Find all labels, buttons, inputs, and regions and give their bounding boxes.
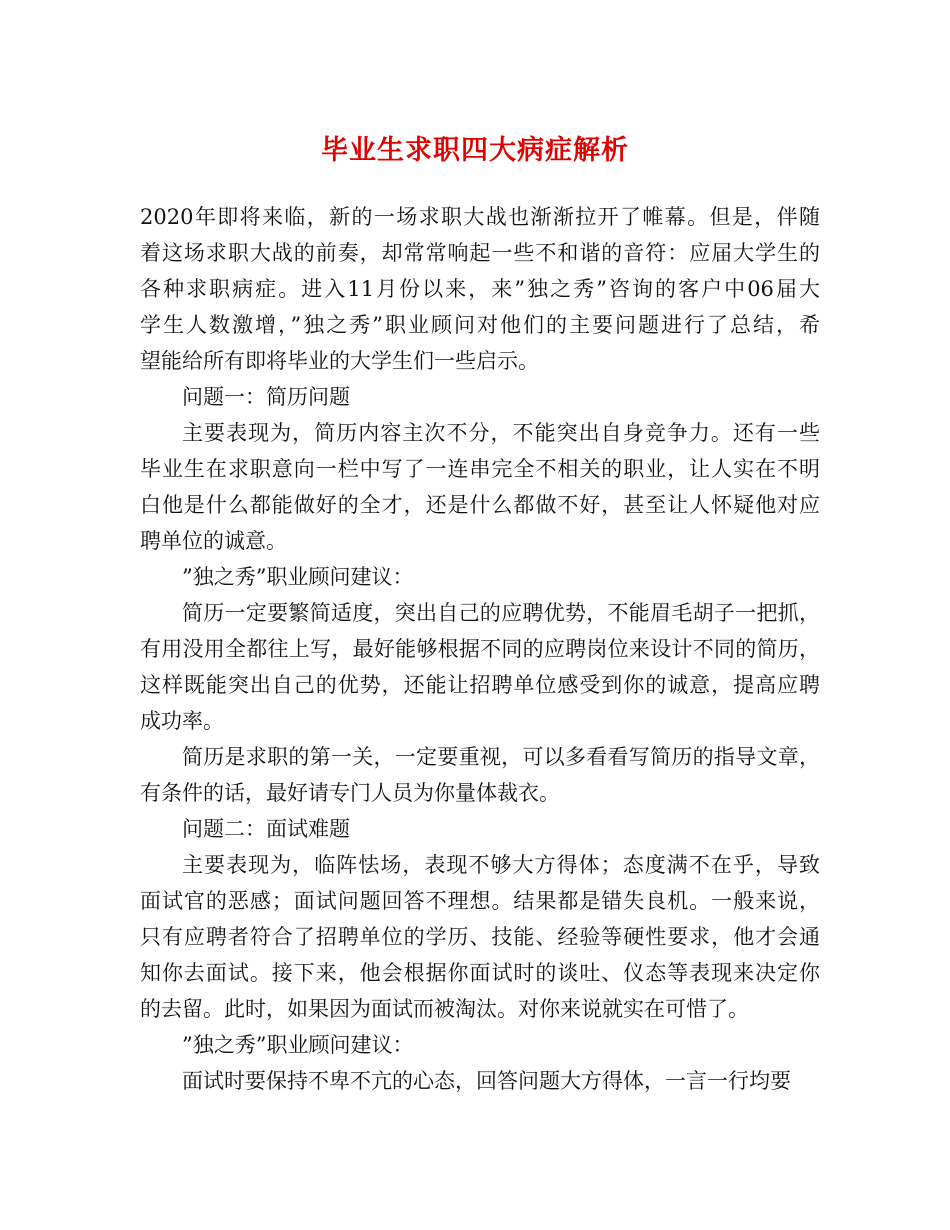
text-line: 只有应聘者符合了招聘单位的学历、技能、经验等硬性要求，他才会通 (140, 925, 820, 949)
text-line: 望能给所有即将毕业的大学生们一些启示。 (140, 349, 539, 373)
text-line: 知你去面试。接下来，他会根据你面试时的谈吐、仪态等表现来决定你 (140, 961, 820, 985)
document-title: 毕业生求职四大病症解析 (321, 135, 629, 166)
paragraph (140, 739, 820, 811)
text-line: 有条件的话，最好请专门人员为你量体裁衣。 (140, 781, 560, 805)
text-line: 这样既能突出自己的优势，还能让招聘单位感受到你的诚意，提高应聘 (140, 673, 820, 697)
text-line: 问题一：简历问题 (182, 385, 350, 409)
text-line: 主要表现为，简历内容主次不分，不能突出自身竞争力。还有一些 (182, 421, 820, 445)
text-line: 学生人数激增，”独之秀”职业顾问对他们的主要问题进行了总结，希 (140, 313, 820, 337)
text-line: 白他是什么都能做好的全才，还是什么都做不好，甚至让人怀疑他对应 (140, 493, 820, 517)
text-line: 聘单位的诚意。 (140, 529, 287, 553)
paragraph (140, 379, 820, 415)
text-line: 面试时要保持不卑不亢的心态，回答问题大方得体，一言一行均要 (182, 1069, 791, 1093)
paragraph (140, 1063, 820, 1099)
paragraph (140, 199, 820, 379)
text-line: 着这场求职大战的前奏，却常常响起一些不和谐的音符：应届大学生的 (140, 241, 820, 265)
text-line: 毕业生在求职意向一栏中写了一连串完全不相关的职业，让人实在不明 (140, 457, 820, 481)
text-line: 2020年即将来临，新的一场求职大战也渐渐拉开了帷幕。但是，伴随 (140, 205, 820, 229)
paragraph (140, 1027, 820, 1063)
paragraph (140, 595, 820, 739)
text-line: 成功率。 (140, 709, 224, 733)
paragraph (140, 415, 820, 559)
text-line: 简历是求职的第一关，一定要重视，可以多看看写简历的指导文章， (182, 745, 820, 769)
text-line: ”独之秀”职业顾问建议： (182, 1033, 414, 1057)
text-line: 的去留。此时，如果因为面试而被淘汰。对你来说就实在可惜了。 (140, 997, 749, 1021)
text-line: 有用没用全都往上写，最好能够根据不同的应聘岗位来设计不同的简历， (140, 637, 820, 661)
paragraph (140, 847, 820, 1027)
document-body (140, 199, 820, 1099)
paragraph (140, 811, 820, 847)
text-line: ”独之秀”职业顾问建议： (182, 565, 414, 589)
text-line: 各种求职病症。进入11月份以来，来”独之秀”咨询的客户中06届大 (140, 277, 820, 301)
paragraph (140, 559, 820, 595)
text-line: 主要表现为，临阵怯场，表现不够大方得体；态度满不在乎，导致 (182, 853, 820, 877)
text-line: 面试官的恶感；面试问题回答不理想。结果都是错失良机。一般来说， (140, 889, 820, 913)
text-line: 简历一定要繁简适度，突出自己的应聘优势，不能眉毛胡子一把抓， (182, 601, 820, 625)
text-line: 问题二：面试难题 (182, 817, 350, 841)
